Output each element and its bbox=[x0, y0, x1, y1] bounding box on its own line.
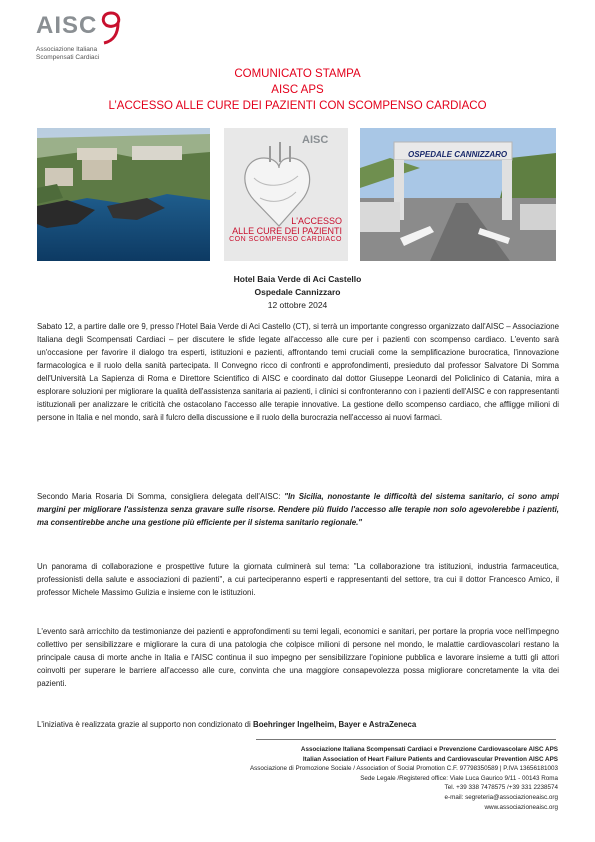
aisc-logo bbox=[36, 12, 136, 70]
sponsor-names: Boehringer Ingelheim, Bayer e AstraZeneca bbox=[253, 720, 417, 729]
hospital-sign: OSPEDALE CANNIZZARO bbox=[408, 150, 508, 159]
footer-org-en: Italian Association of Heart Failure Patients and Cardiovascular Prevention AISC APS bbox=[302, 755, 558, 763]
footer-address: Sede Legale /Registered office: Viale Luca Gaurico 9/11 - 00143 Roma bbox=[360, 774, 558, 782]
footer-phone: Tel. +39 338 7478575 /+39 331 2238574 bbox=[444, 784, 558, 792]
footer-divider bbox=[256, 739, 556, 740]
header-line-2: AISC APS bbox=[271, 84, 324, 96]
logo-subtitle-1: Associazione Italiana bbox=[36, 46, 98, 53]
footer-registration: Associazione di Promozione Sociale / Association of Social Promotion C.F. 97798350589 | P.IVA 13656181003 bbox=[249, 765, 558, 773]
body-paragraph-1: Sabato 12, a partire dalle ore 9, presso l'Hotel Baia Verde di Aci Castello (CT), si terrà un importante congresso organizzato dall'AISC – Associazione Italiana degli Scompensati Cardiaci – per discutere le sfide legate all'accesso alle cure per i pazienti con scompenso cardiaco. L'evento sarà un'occasione per favorire il dialogo tra esperti, istituzioni e pazienti, affrontando temi cruciali come la semplificazione burocratica, l'innovazione farmacologica e il ruolo della sanità partecipata. Il Convegno ricco di confronti e approfondimenti, presieduto dal professor Salvatore Di Somma dell'Università La Sapienza di Roma e Direttore Scientifico di AISC e coordinato dal dottor Giuseppe Leonardi del Policlinico di Catania, mira a esplorare soluzioni per migliorare la qualità dell'assistenza sanitaria ai pazienti, i clinici si confronteranno con i pazienti dell'AISC e con rappresentanti istituzionali per analizzare le criticità che ostacolano l'accesso alle terapie innovative. La gestione dello scompenso cardiaco, che affligge milioni di persone in Italia e nel mondo, sarà il fulcro della discussione e il ruolo della burocrazia nell'accesso ai nuovi farmaci. bbox=[37, 322, 559, 422]
venue-hospital: Ospedale Cannizzaro bbox=[254, 287, 341, 297]
venue-block bbox=[0, 273, 595, 312]
heart-nine-icon bbox=[96, 9, 126, 45]
header-line-1: COMUNICATO STAMPA bbox=[234, 68, 361, 80]
body-paragraph-3: Un panorama di collaborazione e prospettive future la giornata culminerà sul tema: "La collaborazione tra istituzioni, industria farmaceutica, professionisti della salute e associazioni di pazienti", a cui parteciperanno esperti e rappresentanti del settore, tra cui il dottor Francesco Amico, il professor Michele Massimo Gulizia e insieme con le istituzioni. bbox=[37, 562, 559, 597]
footer-block bbox=[250, 745, 558, 812]
body-paragraph-5 bbox=[37, 718, 559, 731]
event-date: 12 ottobre 2024 bbox=[267, 300, 328, 310]
hotel-coast-photo bbox=[37, 128, 210, 261]
logo-subtitle-2: Scompensati Cardiaci bbox=[36, 54, 100, 61]
body-paragraph-2 bbox=[37, 490, 559, 529]
footer-org-it: Associazione Italiana Scompensati Cardiaci e Prevenzione Cardiovascolare AISC APS bbox=[300, 746, 558, 753]
event-poster-image bbox=[224, 128, 348, 261]
poster-line-2: ALLE CURE DEI PAZIENTI bbox=[232, 226, 342, 236]
footer-website[interactable]: www.associazioneaisc.org bbox=[484, 803, 558, 811]
poster-line-3: CON SCOMPENSO CARDIACO bbox=[229, 236, 342, 243]
footer-email[interactable]: e-mail: segreteria@associazioneaisc.org bbox=[444, 793, 558, 801]
sponsor-intro: L'iniziativa è realizzata grazie al supporto non condizionato di bbox=[37, 720, 253, 729]
logo-wordmark: AISC bbox=[36, 12, 98, 39]
hospital-entrance-photo bbox=[360, 128, 556, 261]
header-line-3: L’ACCESSO ALLE CURE DEI PAZIENTI CON SCOMPENSO CARDIACO bbox=[108, 100, 487, 112]
quote-intro: Secondo Maria Rosaria Di Somma, consigliera delegata dell'AISC: bbox=[37, 492, 285, 501]
poster-logo: AISC bbox=[302, 134, 329, 146]
venue-hotel: Hotel Baia Verde di Aci Castello bbox=[233, 274, 362, 284]
body-paragraph-4: L'evento sarà arricchito da testimonianze dei pazienti e approfondimenti su temi legali, economici e sanitari, per portare la propria voce nell'impegno collettivo per sensibilizzare e migliorare la cura di una patologia che colpisce milioni di persone nel mondo, le malattie cardiovascolari restano la principale causa di morte anche in Italia e l'AISC continua il suo impegno per sensibilizzare l'opinione pubblica e lavorare insieme a tutti gli attori coinvolti per superare le barriere all'accesso alle cure, convinta che una maggiore consapevolezza possa migliorare concretamente la vita dei pazienti. bbox=[37, 627, 559, 688]
quote-text: "In Sicilia, nonostante le difficoltà del sistema sanitario, ci sono ampi margini per migliorare l'assistenza senza gravare sulle risorse. Rendere più fluido l'accesso alle terapie non solo agevolerebbe i pazienti, ma consentirebbe anche una gestione più efficiente per il sistema sanitario regionale." bbox=[37, 492, 559, 527]
press-release-header bbox=[0, 66, 595, 114]
poster-line-1: L'ACCESSO bbox=[291, 216, 342, 226]
